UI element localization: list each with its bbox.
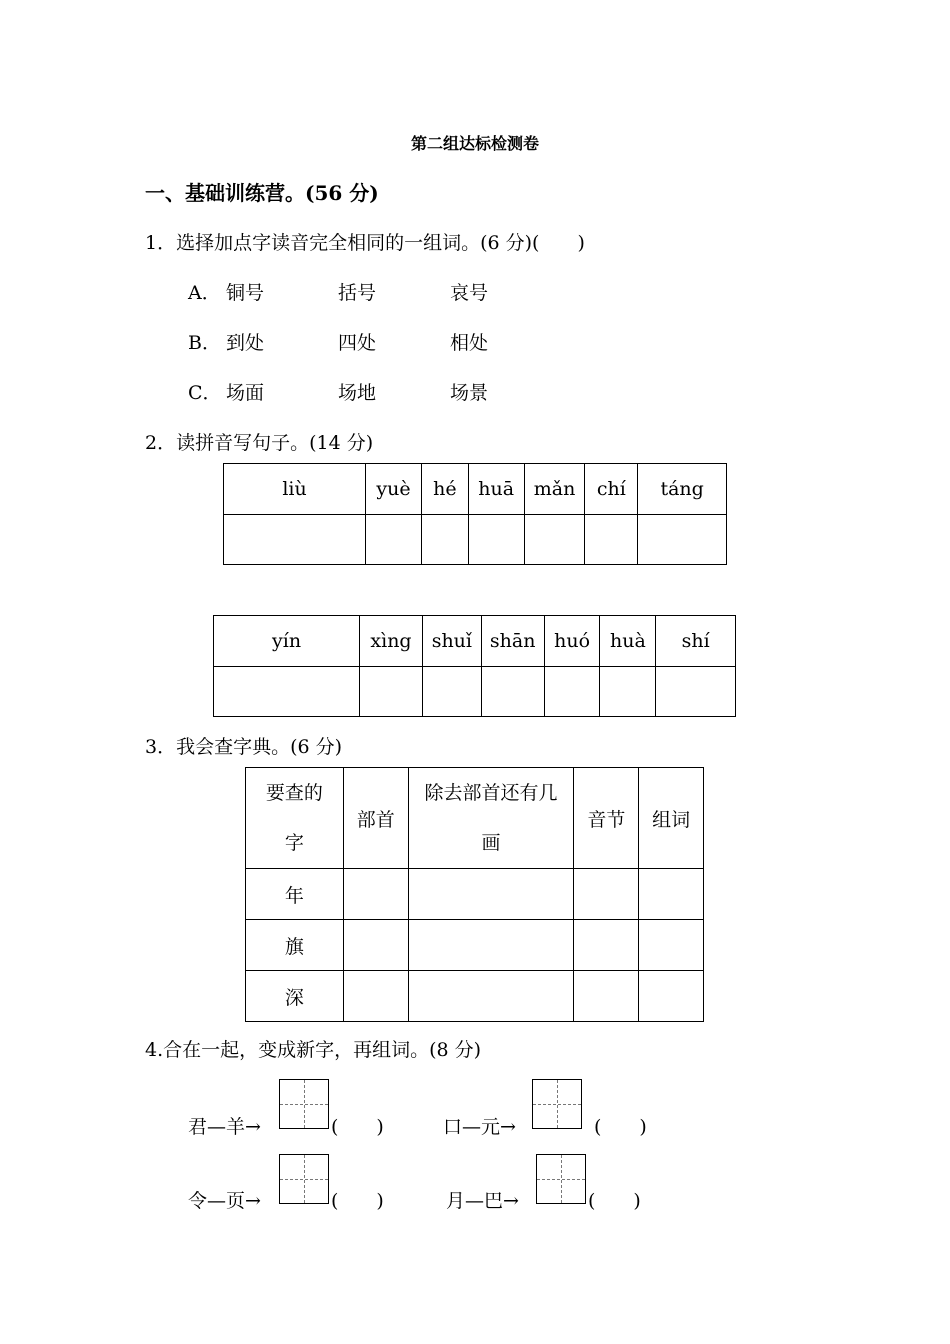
dictionary-table	[245, 767, 704, 1022]
question-1: 1．选择加点字读音完全相同的一组词。(6 分)( )	[145, 232, 585, 254]
option-word: 场地	[338, 382, 377, 404]
pinyin-cell: shān	[481, 616, 544, 667]
pinyin-cell: hé	[421, 464, 468, 515]
option-c	[188, 378, 488, 405]
answer-cell[interactable]	[600, 667, 656, 717]
writing-grid-box[interactable]	[279, 1079, 329, 1129]
answer-cell[interactable]	[408, 971, 574, 1022]
pinyin-cell: huó	[544, 616, 600, 667]
answer-cell[interactable]	[574, 920, 639, 971]
header-text: 除去部首还有几画	[424, 782, 558, 854]
answer-cell[interactable]	[544, 667, 600, 717]
option-label: B．	[188, 332, 221, 354]
pinyin-cell: huā	[468, 464, 524, 515]
word-blank[interactable]: ( )	[588, 1190, 641, 1212]
answer-cell[interactable]	[343, 920, 408, 971]
option-label: C．	[188, 382, 222, 404]
header-cell: 组词	[639, 768, 704, 869]
answer-cell[interactable]	[639, 971, 704, 1022]
header-cell	[246, 768, 344, 869]
pinyin-table-2	[213, 615, 736, 717]
combo-parts: 令—页→	[188, 1190, 261, 1212]
answer-cell[interactable]	[224, 515, 366, 565]
header-cell: 音节	[574, 768, 639, 869]
pinyin-cell: yuè	[366, 464, 422, 515]
answer-cell[interactable]	[585, 515, 638, 565]
char-cell: 深	[246, 971, 344, 1022]
answer-cell[interactable]	[639, 869, 704, 920]
writing-grid-box[interactable]	[536, 1154, 586, 1204]
word-blank[interactable]: ( )	[331, 1116, 384, 1138]
answer-cell[interactable]	[366, 515, 422, 565]
answer-cell[interactable]	[524, 515, 585, 565]
header-cell: 部首	[343, 768, 408, 869]
pinyin-cell: xìng	[360, 616, 423, 667]
header-cell	[408, 768, 574, 869]
answer-cell[interactable]	[421, 515, 468, 565]
option-word: 哀号	[450, 282, 489, 304]
pinyin-cell: huà	[600, 616, 656, 667]
pinyin-cell: shí	[656, 616, 736, 667]
option-word: 场景	[450, 382, 489, 404]
pinyin-cell: mǎn	[524, 464, 585, 515]
combo-parts: 口—元→	[443, 1116, 516, 1138]
page-title: 第二组达标检测卷	[410, 134, 539, 153]
pinyin-cell: yín	[214, 616, 360, 667]
answer-cell[interactable]	[408, 869, 574, 920]
char-cell: 年	[246, 869, 344, 920]
answer-cell[interactable]	[574, 869, 639, 920]
answer-cell[interactable]	[481, 667, 544, 717]
header-text: 要查的字	[265, 782, 323, 854]
combo-parts: 月—巴→	[446, 1190, 519, 1212]
answer-cell[interactable]	[408, 920, 574, 971]
answer-cell[interactable]	[343, 971, 408, 1022]
answer-cell[interactable]	[343, 869, 408, 920]
answer-cell[interactable]	[422, 667, 481, 717]
option-word: 铜号	[226, 282, 265, 304]
answer-cell[interactable]	[638, 515, 727, 565]
answer-cell[interactable]	[468, 515, 524, 565]
writing-grid-box[interactable]	[279, 1154, 329, 1204]
word-blank[interactable]: ( )	[594, 1116, 647, 1138]
pinyin-table-1	[223, 463, 727, 565]
option-word: 到处	[226, 332, 265, 354]
pinyin-cell: táng	[638, 464, 727, 515]
combo-parts: 君—羊→	[188, 1116, 261, 1138]
answer-cell[interactable]	[360, 667, 423, 717]
option-b	[188, 328, 488, 355]
pinyin-cell: chí	[585, 464, 638, 515]
answer-cell[interactable]	[214, 667, 360, 717]
section-heading: 一、基础训练营。(56 分)	[145, 181, 379, 205]
word-blank[interactable]: ( )	[331, 1190, 384, 1212]
char-cell: 旗	[246, 920, 344, 971]
question-2: 2．读拼音写句子。(14 分)	[145, 432, 374, 454]
answer-cell[interactable]	[639, 920, 704, 971]
answer-cell[interactable]	[574, 971, 639, 1022]
question-4: 4.合在一起，变成新字，再组词。(8 分)	[145, 1039, 482, 1061]
question-3: 3．我会查字典。(6 分)	[145, 736, 343, 758]
option-word: 相处	[450, 332, 489, 354]
option-word: 四处	[338, 332, 377, 354]
option-word: 括号	[338, 282, 377, 304]
option-word: 场面	[226, 382, 265, 404]
answer-cell[interactable]	[656, 667, 736, 717]
option-a	[188, 278, 488, 305]
option-label: A．	[188, 282, 221, 304]
pinyin-cell: liù	[224, 464, 366, 515]
writing-grid-box[interactable]	[532, 1079, 582, 1129]
pinyin-cell: shuǐ	[422, 616, 481, 667]
